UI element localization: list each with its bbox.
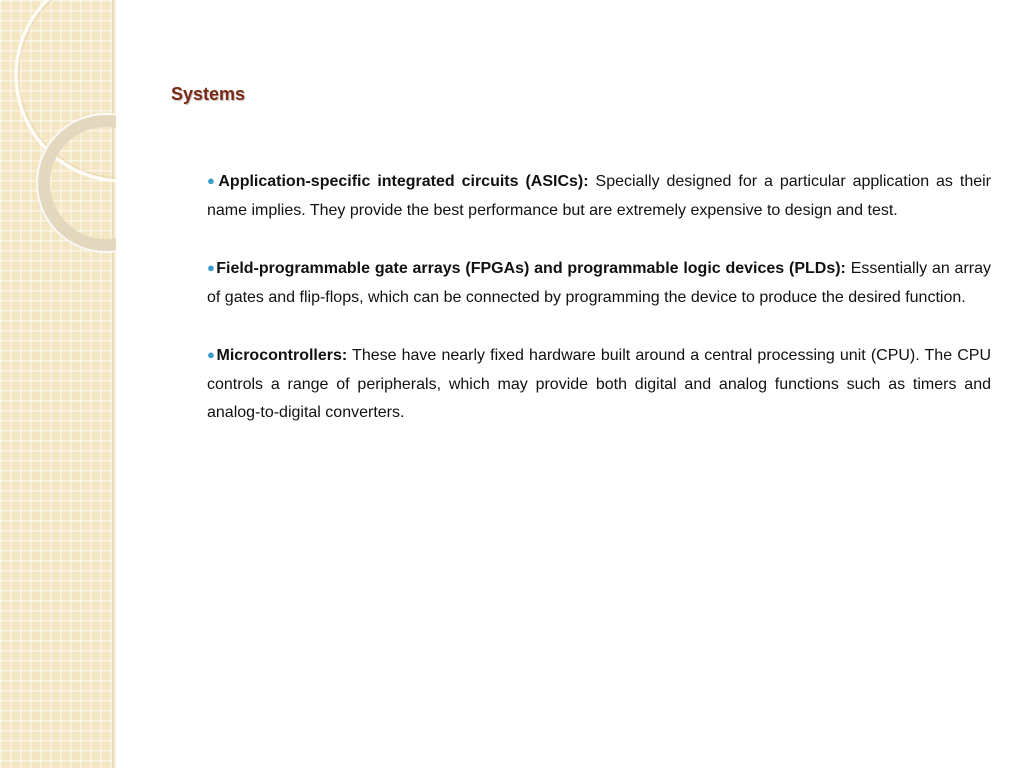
bullet-list [207,167,991,456]
decor-ring-large-shadow [19,0,116,178]
bullet-item-asics [207,167,991,225]
decorative-rings [0,0,116,768]
slide-title: Systems [171,84,246,104]
bullet-dot-icon: ● [207,259,216,275]
bullet-item-fpgas [207,254,991,312]
bullet-description: These have nearly fixed hardware built around a central processing unit (CPU). The CPU controls a range of peripherals, which may provide both digital and analog functions such as timers and analog-to-digital converters. [207,346,991,422]
bullet-dot-icon: ● [207,173,218,188]
bullet-term: Field-programmable gate arrays (FPGAs) and programmable logic devices (PLDs): [216,259,846,277]
bullet-term: Microcontrollers: [216,346,348,364]
bullet-dot-icon: ● [207,346,216,362]
bullet-description: Essentially an array of gates and flip-flops, which can be connected by programming the device to produce the desired function. [207,259,992,306]
bullet-description: Specially designed for a particular application as their name implies. They provide the best performance but are extremely expensive to design and test. [207,173,991,219]
bullet-item-microcontrollers [207,341,991,428]
bullet-term: Application-specific integrated circuits (ASICs): [218,173,589,190]
